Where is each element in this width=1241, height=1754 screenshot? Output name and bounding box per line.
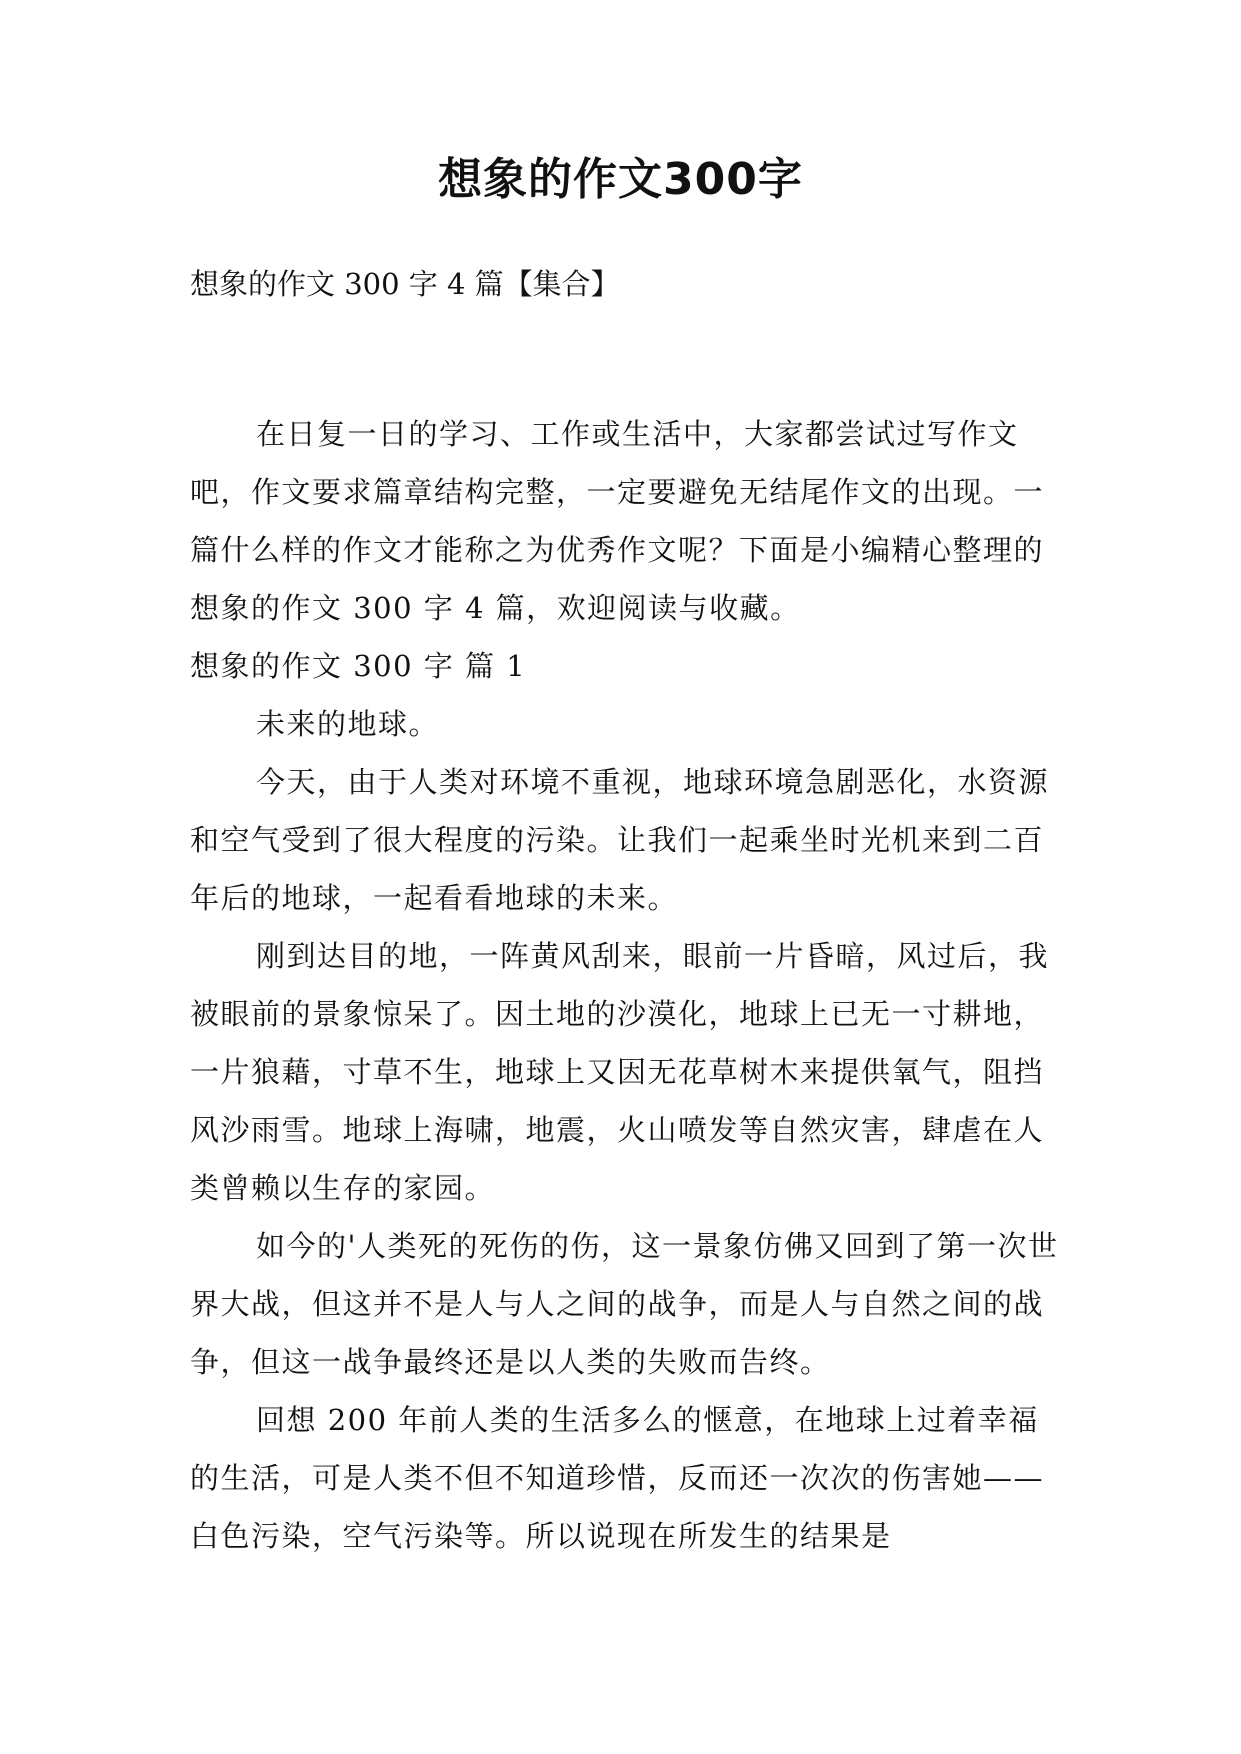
document-body [190, 405, 1060, 1565]
intro-paragraph: 在日复一日的学习、工作或生活中，大家都尝试过写作文吧，作文要求篇章结构完整，一定要避免无结尾作文的出现。一篇什么样的作文才能称之为优秀作文呢？下面是小编精心整理的想象的作文 300 字 4 篇，欢迎阅读与收藏。 [190, 417, 1045, 625]
document-title: 想象的作文300字 [438, 154, 803, 205]
essay-paragraph: 回想 200 年前人类的生活多么的惬意，在地球上过着幸福的生活，可是人类不但不知道珍惜，反而还一次次的伤害她——白色污染，空气污染等。所以说现在所发生的结果是 [190, 1403, 1045, 1553]
essay-paragraph: 刚到达目的地，一阵黄风刮来，眼前一片昏暗，风过后，我被眼前的景象惊呆了。因土地的沙漠化，地球上已无一寸耕地，一片狼藉，寸草不生，地球上又因无花草树木来提供氧气，阻挡风沙雨雪。地球上海啸，地震，火山喷发等自然灾害，肆虐在人类曾赖以生存的家园。 [190, 939, 1050, 1205]
essay-paragraph: 未来的地球。 [256, 707, 440, 741]
essay-paragraph: 今天，由于人类对环境不重视，地球环境急剧恶化，水资源和空气受到了很大程度的污染。让我们一起乘坐时光机来到二百年后的地球，一起看看地球的未来。 [190, 765, 1050, 915]
section-heading: 想象的作文 300 字 篇 1 [190, 649, 527, 683]
essay-paragraph: 如今的'人类死的死伤的伤，这一景象仿佛又回到了第一次世界大战，但这并不是人与人之间的战争，而是人与自然之间的战争，但这一战争最终还是以人类的失败而告终。 [190, 1229, 1059, 1379]
document-subtitle: 想象的作文 300 字 4 篇【集合】 [190, 267, 620, 301]
